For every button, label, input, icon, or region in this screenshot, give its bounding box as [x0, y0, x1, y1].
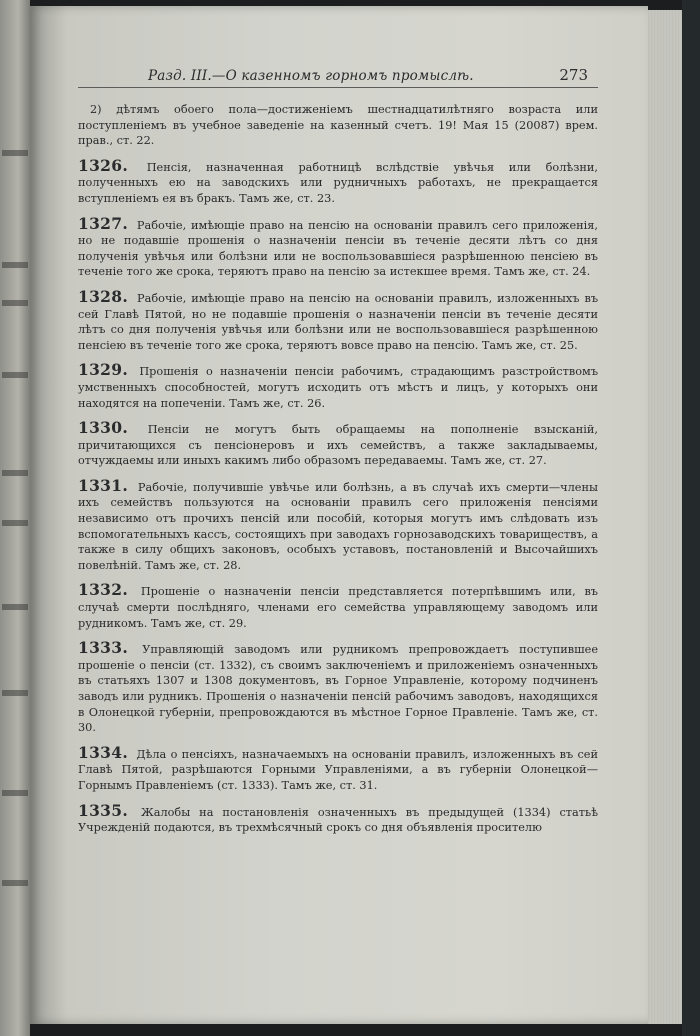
- article-paragraph: [78, 475, 599, 574]
- paragraph-text: Дѣла о пенсіяхъ, назначаемыхъ на основаніи правилъ, изложенныхъ въ сей Главѣ Пятой, разрѣшаются Горными Управленіями, а въ губерніи Олонецкой—Горнымъ Правленіемъ (ст. 1333). Тамъ же, ст. 31.: [78, 747, 598, 792]
- section-title: Разд. III.—О казенномъ горномъ промыслѣ.: [148, 68, 474, 84]
- paragraph-text: Управляющій заводомъ или рудникомъ препровождаетъ поступившее прошеніе о пенсіи (ст. 1332), съ своимъ заключеніемъ и приложеніемъ означенныхъ въ статьяхъ 1307 и 1308 документовъ, въ Горное Управленіе, которому подчиненъ заводъ или рудникъ. Прошенія о назначеніи пенсій рабочимъ заводовъ, находящихся в Олонецкой губерніи, препровождаются въ мѣстное Горное Правленіе. Тамъ же, ст. 30.: [78, 643, 599, 735]
- book-cover: [682, 0, 700, 1036]
- page-number: 273: [559, 66, 588, 84]
- article-number: 1334.: [78, 742, 129, 762]
- article-number: 1333.: [78, 638, 129, 658]
- running-header: [78, 66, 598, 88]
- article-number: 1326.: [78, 155, 129, 175]
- article-paragraph: [78, 155, 599, 207]
- paragraph-text: Прошеніе о назначеніи пенсіи представляется потерпѣвшимъ или, въ случаѣ смерти послѣдняго, членами его семейства управляющему заводомъ или рудникомъ. Тамъ же, ст. 29.: [78, 585, 598, 630]
- article-number: 1332.: [78, 580, 129, 600]
- paragraph-text: Рабочіе, имѣющіе право на пенсію на основаніи правилъ, изложенныхъ въ сей Главѣ Пятой, но не подавшіе прошенія о назначеніи пенсіи въ теченіе десяти лѣтъ со дня полученія увѣчья или болѣзни или не воспользовавшіеся разрѣшенною пенсіею въ теченіе того же срока, теряютъ вовсе право на пенсію. Тамъ же, ст. 25.: [78, 291, 599, 352]
- page-edges: [648, 10, 682, 1024]
- article-paragraph: [78, 582, 598, 631]
- paragraph-text: Рабочіе, получившіе увѣчье или болѣзнь, а въ случаѣ ихъ смерти—члены ихъ семействъ пользуются на основаніи правилъ сего приложенія пенсіями независимо отъ прочихъ пенсій или пособій, которыя могутъ имъ слѣдовать изъ вспомогательныхъ кассъ, состоящихъ при заводахъ горнозаводскихъ товариществъ, а также в силу общихъ законовъ, особыхъ уставовъ, постановленій и Высочайшихъ повелѣній. Тамъ же, ст. 28.: [78, 480, 599, 572]
- article-number: 1327.: [78, 213, 129, 233]
- article-paragraph: [78, 213, 598, 280]
- article-number: 1328.: [78, 286, 129, 306]
- left-page-text-fragment: [2, 150, 28, 156]
- left-page-text-fragment: [2, 690, 28, 696]
- paragraph: [78, 102, 598, 149]
- page-content: [78, 66, 598, 845]
- article-paragraph: [78, 420, 598, 469]
- paragraph-text: Пенсіи не могутъ быть обращаемы на пополненіе взысканій, причитающихся съ пенсіонеровъ и ихъ семействъ, а также закладываемы, отчуждаемы или иныхъ какимъ либо образомъ передаваемы. Тамъ же, ст. 27.: [78, 423, 598, 468]
- paragraph-text: Прошенія о назначеніи пенсіи рабочимъ, страдающимъ разстройствомъ умственныхъ способностей, могутъ исходить отъ мѣстъ и лицъ, у которыхъ они находятся на попеченіи. Тамъ же, ст. 26.: [78, 365, 599, 410]
- paragraph-text: Рабочіе, имѣющіе право на пенсію на основаніи правилъ сего приложенія, но не подавшіе прошенія о назначеніи пенсіи въ теченіе десяти лѣтъ со дня полученія увѣчья или болѣзни или не воспользовавшіеся разрѣшенною пенсіею въ теченіе того же срока, теряютъ право на пенсію за истекшее время. Тамъ же, ст. 24.: [78, 218, 598, 279]
- article-paragraph: [78, 742, 598, 794]
- paragraph-text: 2) дѣтямъ обоего пола—достиженіемъ шестнадцатилѣтняго возраста или поступленіемъ въ учебное заведеніе на казенный счетъ. 19! Мая 15 (20087) врем. прав., ст. 22.: [78, 103, 598, 148]
- left-page-text-fragment: [2, 372, 28, 378]
- article-number: 1330.: [78, 418, 129, 438]
- left-page-text-fragment: [2, 520, 28, 526]
- left-page-text-fragment: [2, 790, 28, 796]
- article-number: 1331.: [78, 475, 129, 495]
- article-paragraph: [78, 286, 599, 353]
- left-page-text-fragment: [2, 880, 28, 886]
- left-page-edge: [0, 0, 30, 1036]
- article-number: 1335.: [78, 800, 129, 820]
- left-page-text-fragment: [2, 470, 28, 476]
- left-page-text-fragment: [2, 604, 28, 610]
- article-paragraph: [78, 640, 598, 736]
- article-paragraph: [78, 800, 599, 836]
- left-page-text-fragment: [2, 262, 28, 268]
- left-page-text-fragment: [2, 300, 28, 306]
- article-paragraph: [78, 362, 598, 411]
- article-number: 1329.: [78, 360, 129, 380]
- paragraph-text: Пенсія, назначенная работницѣ вслѣдствіе увѣчья или болѣзни, полученныхъ ею на заводскихъ или рудничныхъ работахъ, не прекращается вступленіемъ ея въ бракъ. Тамъ же, ст. 23.: [78, 160, 599, 205]
- paragraph-text: Жалобы на постановленія означенныхъ въ предыдущей (1334) статьѣ Учрежденій подаются, въ трехмѣсячный срокъ со дня объявленія просителю: [78, 805, 599, 835]
